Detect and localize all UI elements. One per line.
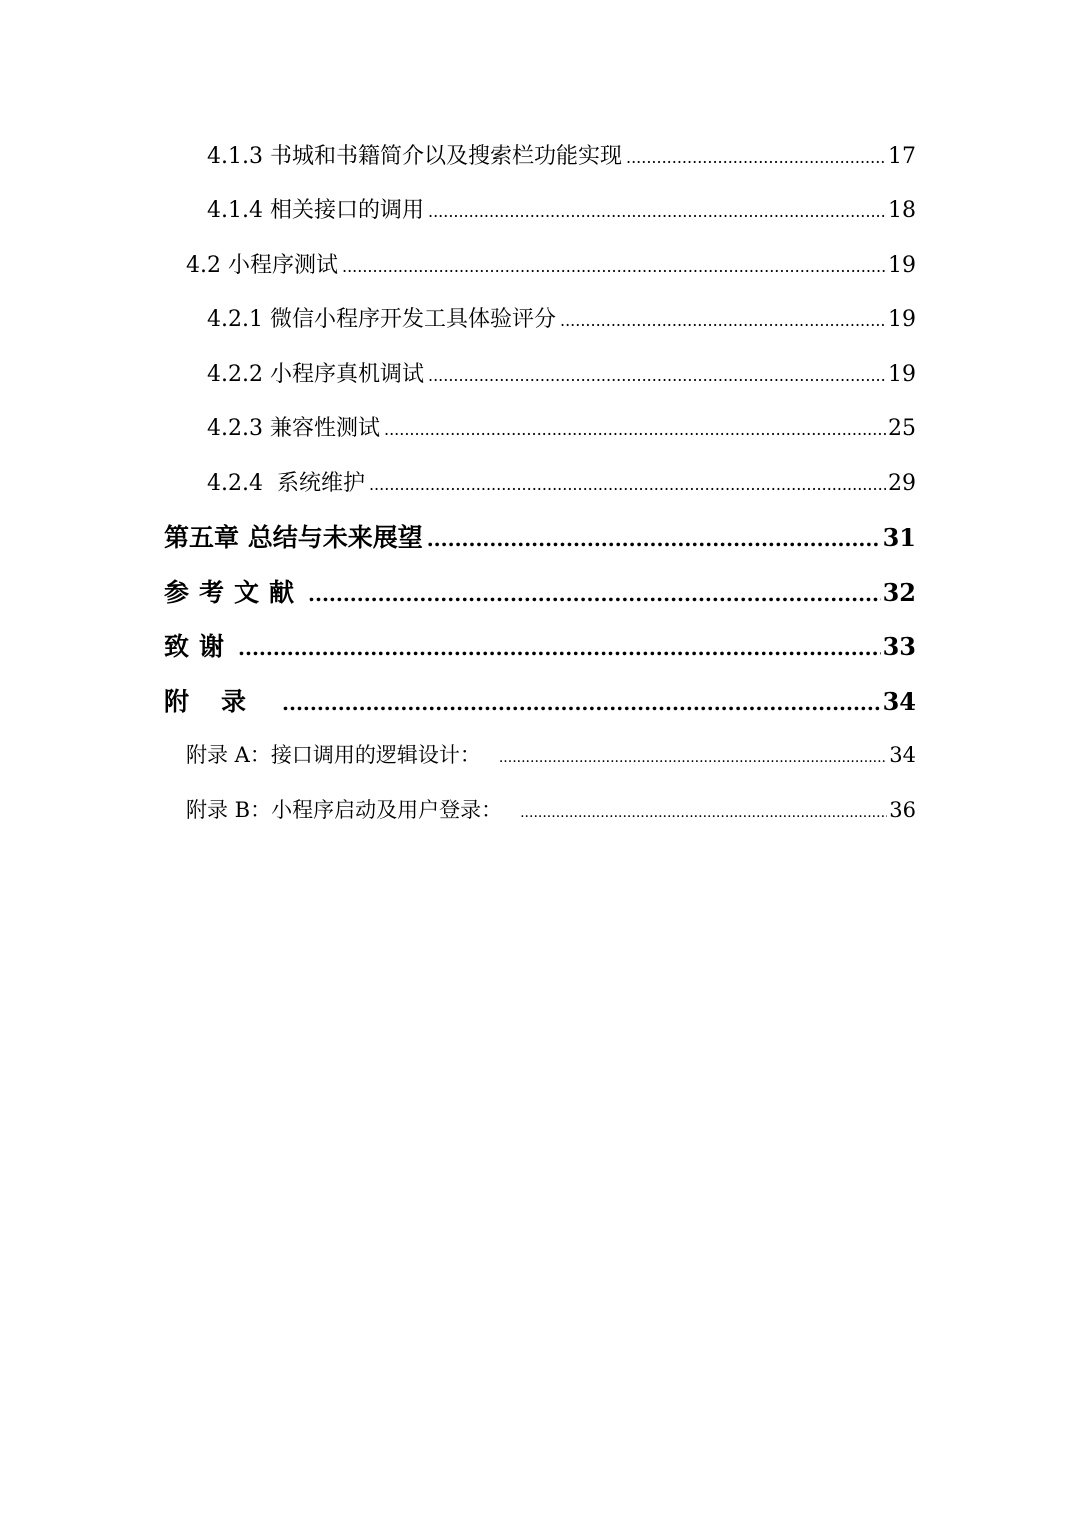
dot-leader (308, 584, 881, 604)
dot-leader (384, 422, 886, 438)
toc-entry-label: 第五章 总结与未来展望 (164, 523, 423, 552)
toc-entry-appendix-a[interactable] (186, 745, 916, 766)
toc-entry-page: 25 (888, 416, 916, 441)
dot-leader (369, 477, 886, 493)
toc-entry-page: 29 (888, 471, 916, 496)
toc-entry-4-1-4[interactable] (207, 200, 916, 222)
toc-entry-page: 17 (888, 144, 916, 169)
toc-entry-appendix-b[interactable] (186, 800, 916, 821)
toc-entry-label: 4.2.1 微信小程序开发工具体验评分 (207, 307, 556, 332)
dot-leader (427, 529, 881, 549)
toc-entry-page: 32 (882, 578, 916, 607)
toc-entry-4-2-1[interactable] (207, 309, 916, 331)
toc-entry-label: 4.2 小程序测试 (186, 253, 338, 278)
dot-leader (342, 259, 886, 275)
dot-leader (499, 751, 887, 765)
toc-entry-4-2-3[interactable] (207, 418, 916, 440)
toc-entry-label: 4.2.3 兼容性测试 (207, 416, 380, 441)
toc-entry-label: 附录 B：小程序启动及用户登录： (186, 798, 503, 822)
toc-entry-page: 34 (889, 743, 916, 767)
dot-leader (520, 806, 887, 820)
toc-entry-4-2-4[interactable] (207, 473, 916, 495)
toc-entry-page: 31 (882, 523, 916, 552)
toc-entry-label: 4.1.3 书城和书籍简介以及搜索栏功能实现 (207, 144, 622, 169)
toc-entry-page: 33 (882, 632, 916, 661)
toc-entry-page: 36 (889, 798, 916, 822)
dot-leader (238, 638, 881, 658)
toc-entry-label: 4.2.2 小程序真机调试 (207, 362, 424, 387)
toc-entry-4-2[interactable] (186, 255, 916, 277)
toc-entry-appendix[interactable] (164, 689, 916, 714)
dot-leader (560, 313, 886, 329)
toc-entry-label: 参考文献 (164, 578, 305, 607)
toc-entry-label: 4.1.4 相关接口的调用 (207, 198, 424, 223)
toc-entry-acknowledgements[interactable] (164, 634, 916, 659)
toc-entry-page: 34 (882, 687, 916, 716)
toc-entry-page: 19 (888, 307, 916, 332)
toc-entry-references[interactable] (164, 580, 916, 605)
toc-entry-page: 19 (888, 253, 916, 278)
dot-leader (428, 368, 886, 384)
toc-entry-chapter-5[interactable] (164, 525, 916, 550)
toc-entry-4-2-2[interactable] (207, 364, 916, 386)
toc-entry-page: 19 (888, 362, 916, 387)
toc-entry-label: 附录 A：接口调用的逻辑设计： (186, 743, 481, 767)
toc-entry-4-1-3[interactable] (207, 146, 916, 168)
toc-entry-label: 致谢 (164, 632, 235, 661)
dot-leader (282, 693, 881, 713)
dot-leader (626, 150, 886, 166)
toc-entry-label: 4.2.4 系统维护 (207, 471, 365, 496)
toc-entry-label: 附录 (164, 687, 279, 716)
toc-entry-page: 18 (888, 198, 916, 223)
dot-leader (428, 204, 886, 220)
